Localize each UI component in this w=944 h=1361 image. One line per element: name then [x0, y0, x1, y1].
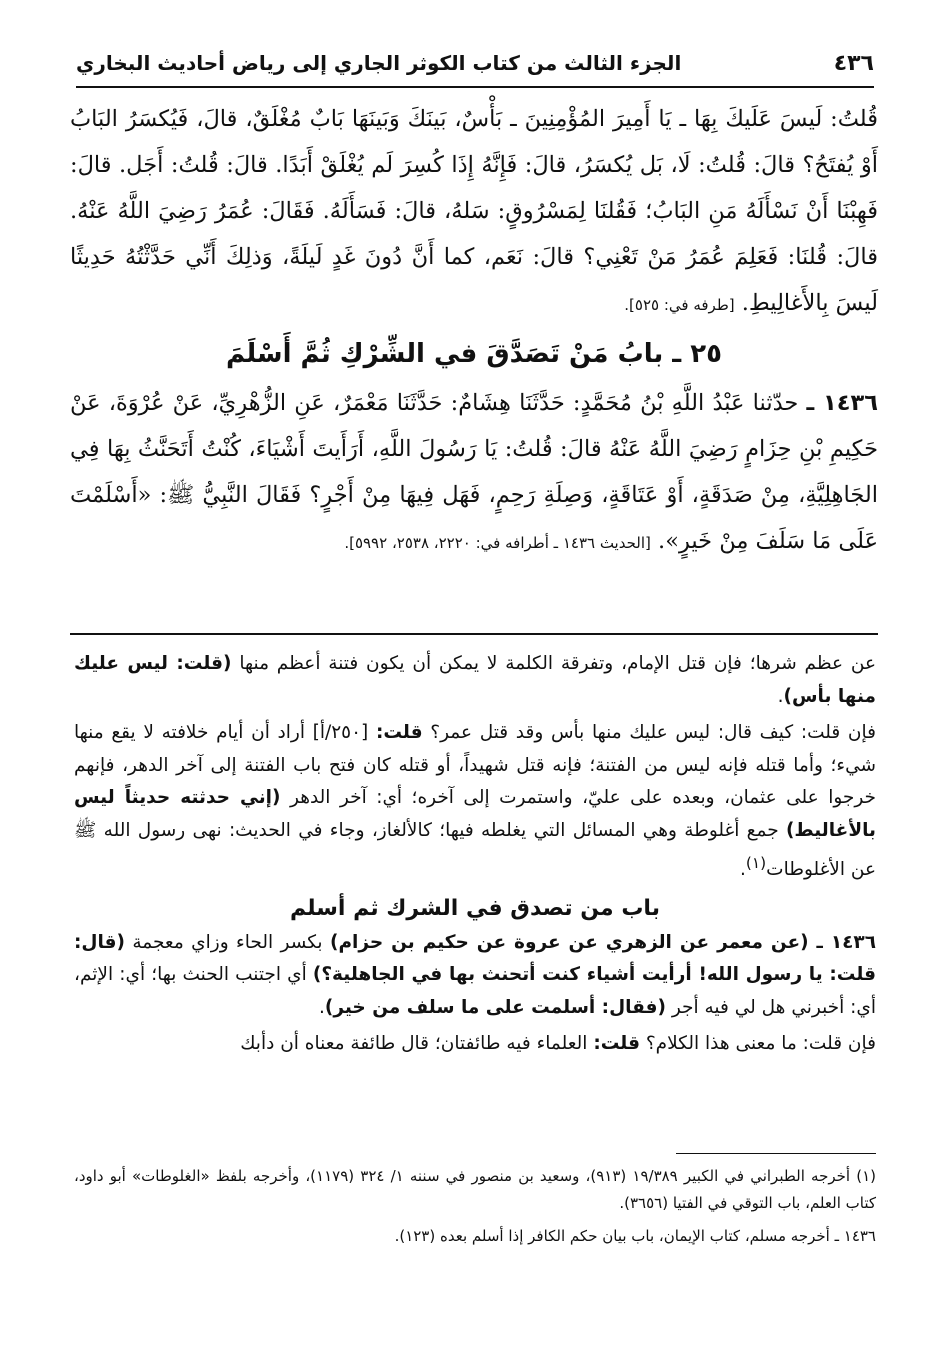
answer-label: قلت:: [593, 1033, 640, 1055]
section-divider: [70, 633, 878, 635]
quoted-text: (قلت: ليس عليك منها بأس): [74, 653, 876, 707]
commentary-text: أي اجتنب الحنث بها؛ أي: الإثم، أي: أخبرني هل لي فيه أجر: [74, 964, 876, 1018]
commentary-paragraph: [74, 1028, 876, 1061]
quoted-text: (إني حدثته حديثاً ليس بالأغاليط): [74, 787, 876, 841]
commentary-text: فإن قلت: ما معنى هذا الكلام؟: [645, 1033, 876, 1055]
commentary-text: بكسر الحاء وزاي معجمة: [132, 931, 323, 953]
punctuation: .: [739, 859, 746, 881]
commentary-chapter-title: باب من تصدق في الشرك ثم أسلم: [290, 895, 660, 921]
hadith-reference: [الحديث ١٤٣٦ ـ أطرافه في: ٢٢٢٠، ٢٥٣٨، ٥٩٩٢].: [344, 534, 651, 552]
continuation-reference: [طرفه في: ٥٢٥].: [624, 296, 735, 314]
footnote-marker[interactable]: (١): [745, 854, 767, 872]
hadith-continuation: [70, 96, 878, 328]
punctuation: .: [319, 996, 325, 1018]
hadith-text-block: [70, 96, 878, 566]
footnote-rule: [676, 1153, 876, 1154]
quoted-text: (قال: قلت: يا رسول الله! أرأيت أشياء كنت أتحنث بها في الجاهلية؟): [74, 931, 876, 986]
commentary-text: [٢٥٠/أ] أراد أن أيام خلافته لا يقع منها شيء؛ وأما قتله فإنه ليس من الفتنة؛ فإنه قتل شهيداً، أو قتله كان فتح باب الفتنة إلى آخر الدهر، فإنهم خرجوا على عثمان، وبعده على عليّ، واستمرت إلى آخره؛ أي: آخر الدهر: [74, 722, 876, 808]
commentary-text: جمع أغلوطة وهي المسائل التي يغلطه فيها؛ كالألغاز، وجاء في الحديث: نهى رسول الله ﷺ عن الأغلوطات: [74, 819, 876, 881]
footnote-hadith-1436: ١٤٣٦ ـ أخرجه مسلم، كتاب الإيمان، باب بيان حكم الكافر إذا أسلم بعده (١٢٣).: [394, 1227, 876, 1245]
hadith-number: ١٤٣٦ ـ: [806, 390, 878, 416]
answer-label: قلت:: [375, 722, 423, 743]
commentary-paragraph: [74, 927, 876, 1025]
continuation-text: قُلتُ: لَيسَ عَلَيكَ بِهَا ـ يَا أَمِيرَ المُؤْمِنِينَ ـ بَأْسٌ، بَينَكَ وَبَينَهَا بَابٌ مُغْلَقٌ، قالَ، فَيُكسَرُ البَابُ أَوْ يُفتَحُ؟ قالَ: قُلتُ: لَا، بَل يُكسَرُ، قالَ: فَإِنَّهُ إِذَا كُسِرَ لَم يُغْلَقْ أَبَدًا. قالَ: قُلتُ: أَجَل. قالَ: فَهِبْنَا أَنْ نَسْأَلَهُ مَنِ البَابُ؛ فَقُلنَا لِمَسْرُوقٍ: سَلهُ، قالَ: فَسَأَلَهُ. فَقَالَ: عُمَرُ رَضِيَ اللَّهُ عَنْهُ. قالَ: قُلنَا: فَعَلِمَ عُمَرُ مَنْ تَعْنِي؟ قالَ: نَعَم، كما أَنَّ دُونَ غَدٍ لَيلَةً، وَذلِكَ أَنِّي حَدَّثْتُهُ حَدِيثًا لَيسَ بِالأَغالِيطِ.: [70, 106, 878, 316]
footnote-1: (١) أخرجه الطبراني في الكبير ١٩/٣٨٩ (٩١٣)، وسعيد بن منصور في سننه ١/ ٣٢٤ (١١٧٩)، وأخرجه بلفظ «الغلوطات» أبو داود، كتاب العلم، باب التوقي في الفتيا (٣٦٥٦).: [74, 1167, 876, 1212]
punctuation: .: [777, 685, 784, 707]
commentary-text: فإن قلت: كيف قال: ليس عليك منها بأس وقد قتل عمر؟: [430, 722, 876, 743]
commentary-text: العلماء فيه طائفتان؛ قال طائفة معناه أن دأبك: [240, 1033, 588, 1055]
page-header: [76, 40, 874, 88]
commentary-paragraph: [74, 648, 876, 713]
hadith-1436: [70, 380, 878, 566]
commentary-block: [74, 648, 876, 1065]
commentary-text: عن عظم شرها؛ فإن قتل الإمام، وتفرقة الكلمة لا يمكن أن يكون فتنة أعظم منها: [239, 653, 876, 674]
chapter-title: ٢٥ ـ بابُ مَنْ تَصَدَّقَ في الشِّرْكِ ثُمَّ أَسْلَمَ: [226, 339, 722, 369]
quoted-text: (فقال: أسلمت على ما سلف من خير): [324, 996, 666, 1018]
commentary-paragraph: [74, 717, 876, 887]
quoted-text: ١٤٣٦ ـ (عن معمر عن الزهري عن عروة عن حكيم بن حزام): [329, 931, 876, 953]
page-number: ٤٣٦: [833, 50, 874, 76]
running-title: الجزء الثالث من كتاب الكوثر الجاري إلى رياض أحاديث البخاري: [76, 51, 682, 75]
hadith-text: حدّثنا عَبْدُ اللَّهِ بْنُ مُحَمَّدٍ: حَدَّثَنَا هِشَامٌ: حَدَّثَنَا مَعْمَرٌ، عَنِ الزُّهْرِيِّ، عَنْ عُرْوَةَ، عَنْ حَكِيمِ بْنِ حِزَامٍ رَضِيَ اللَّهُ عَنْهُ قالَ: قُلتُ: يَا رَسُولَ اللَّهِ، أَرَأَيتَ أَشْيَاءَ، كُنْتُ أَتَحَنَّثُ بِهَا فِي الجَاهِلِيَّةِ، مِنْ صَدَقَةٍ، أَوْ عَتَاقَةٍ، وَصِلَةِ رَحِمٍ، فَهَل فِيهَا مِنْ أَجْرٍ؟ فَقَالَ النَّبِيُّ ﷺ: «أَسْلَمْتَ عَلَى مَا سَلَفَ مِنْ خَيرٍ».: [70, 390, 878, 554]
footnotes: [74, 1163, 876, 1256]
